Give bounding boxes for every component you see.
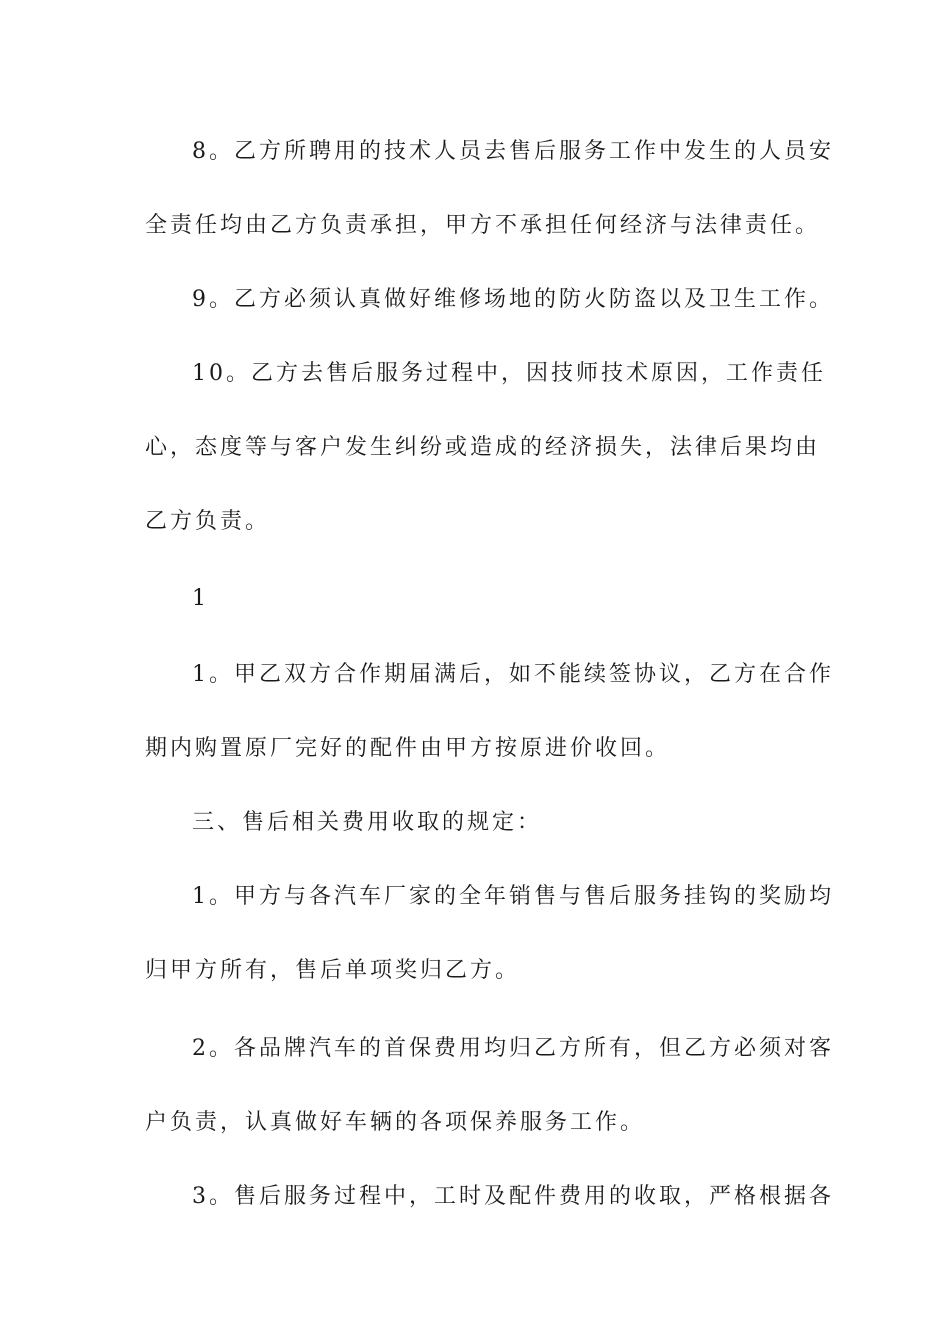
- paragraph-2-line-1: 2。各品牌汽车的首保费用均归乙方所有，但乙方必须对客: [192, 1036, 834, 1061]
- paragraph-1a-line-1: 1。甲乙双方合作期届满后，如不能续签协议，乙方在合作: [192, 662, 834, 687]
- paragraph-8-line-1: 8。乙方所聘用的技术人员去售后服务工作中发生的人员安: [192, 139, 834, 164]
- paragraph-1b-line-1: 1。甲方与各汽车厂家的全年销售与售后服务挂钩的奖励均: [192, 884, 834, 909]
- paragraph-3-line-1: 3。售后服务过程中，工时及配件费用的收取，严格根据各: [192, 1184, 834, 1209]
- paragraph-10-line-1: 10。乙方去售后服务过程中，因技师技术原因，工作责任: [192, 361, 826, 386]
- paragraph-8-line-2: 全责任均由乙方负责承担，甲方不承担任何经济与法律责任。: [145, 213, 821, 238]
- section-heading-3: 三、售后相关费用收取的规定：: [192, 810, 543, 835]
- page-number-marker: 1: [192, 586, 209, 611]
- paragraph-1a-line-2: 期内购置原厂完好的配件由甲方按原进价收回。: [145, 736, 671, 761]
- paragraph-9-line-1: 9。乙方必须认真做好维修场地的防火防盗以及卫生工作。: [192, 287, 834, 312]
- paragraph-2-line-2: 户负责，认真做好车辆的各项保养服务工作。: [145, 1110, 646, 1135]
- paragraph-10-line-2: 心，态度等与客户发生纠纷或造成的经济损失，法律后果均由: [145, 435, 821, 460]
- paragraph-10-line-3: 乙方负责。: [145, 509, 271, 534]
- paragraph-1b-line-2: 归甲方所有，售后单项奖归乙方。: [145, 958, 521, 983]
